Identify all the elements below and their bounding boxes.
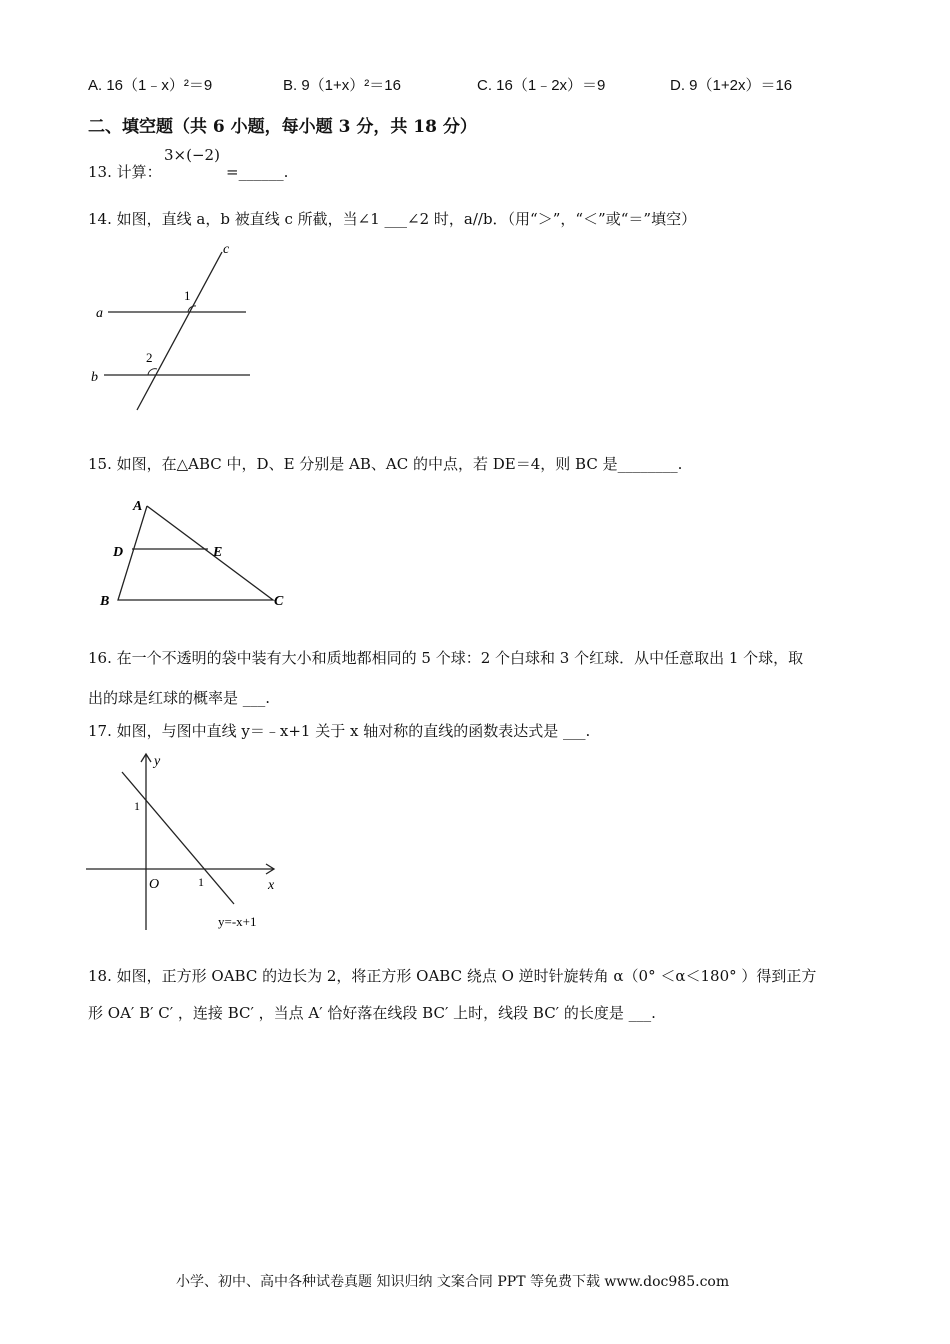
label-y-one: 1	[134, 799, 140, 813]
option-b: B. 9（1+x）²＝16	[283, 77, 401, 94]
q14-text: 14. 如图，直线 a，b 被直线 c 所截，当∠1 ___∠2 时，a//b．（用“＞”，“＜”或“＝”填空）	[88, 210, 697, 228]
label-D: D	[113, 545, 124, 560]
label-E: E	[213, 545, 223, 560]
label-x-axis: x	[268, 878, 275, 893]
label-line: y=-x+1	[218, 914, 257, 929]
label-angle2: 2	[146, 350, 153, 365]
q18-line2: 形 OA′ B′ C′ ，连接 BC′ ，当点 A′ 恰好落在线段 BC′ 上时，线段 BC′ 的长度是 ___.	[88, 1004, 656, 1022]
option-c: C. 16（1﹣2x）＝9	[477, 77, 606, 94]
line-c	[137, 252, 222, 410]
label-C: C	[274, 594, 284, 609]
q13-formula: 3×(−2)	[164, 146, 220, 164]
q13-prefix: 13. 计算：	[88, 163, 162, 181]
line-y-neg-x-plus-1	[122, 772, 234, 904]
q17-figure	[82, 748, 282, 938]
triangle-abc	[118, 506, 273, 600]
q15-text: 15. 如图，在△ABC 中，D、E 分别是 AB、AC 的中点，若 DE＝4，则 BC 是________.	[88, 455, 683, 473]
label-origin: O	[149, 877, 160, 892]
footer-text: 小学、初中、高中各种试卷真题 知识归纳 文案合同 PPT 等免费下载 www.doc985.com	[176, 1274, 730, 1290]
q16-line2: 出的球是红球的概率是 ___.	[88, 689, 271, 707]
label-y-axis: y	[154, 754, 161, 769]
label-c: c	[223, 242, 230, 257]
option-d: D. 9（1+2x）＝16	[670, 77, 793, 94]
q16-line1: 16. 在一个不透明的袋中装有大小和质地都相同的 5 个球：2 个白球和 3 个红球．从中任意取出 1 个球，取	[88, 649, 804, 667]
label-b: b	[91, 370, 98, 385]
option-a: A. 16（1﹣x）²＝9	[88, 77, 213, 94]
section-title: 二、填空题（共 6 小题，每小题 3 分，共 18 分）	[88, 117, 477, 137]
label-B: B	[100, 594, 110, 609]
label-a: a	[96, 306, 103, 321]
q15-figure	[95, 492, 305, 617]
q17-text: 17. 如图，与图中直线 y＝﹣x+1 关于 x 轴对称的直线的函数表达式是 ___.	[88, 722, 591, 740]
q14-figure	[80, 238, 280, 418]
label-angle1: 1	[184, 288, 191, 303]
q13-suffix: =______.	[226, 163, 289, 181]
q18-line1: 18. 如图，正方形 OABC 的边长为 2，将正方形 OABC 绕点 O 逆时针旋转角 α（0° ＜α＜180° ）得到正方	[88, 967, 817, 985]
label-x-one: 1	[198, 875, 204, 889]
label-A: A	[133, 499, 143, 514]
